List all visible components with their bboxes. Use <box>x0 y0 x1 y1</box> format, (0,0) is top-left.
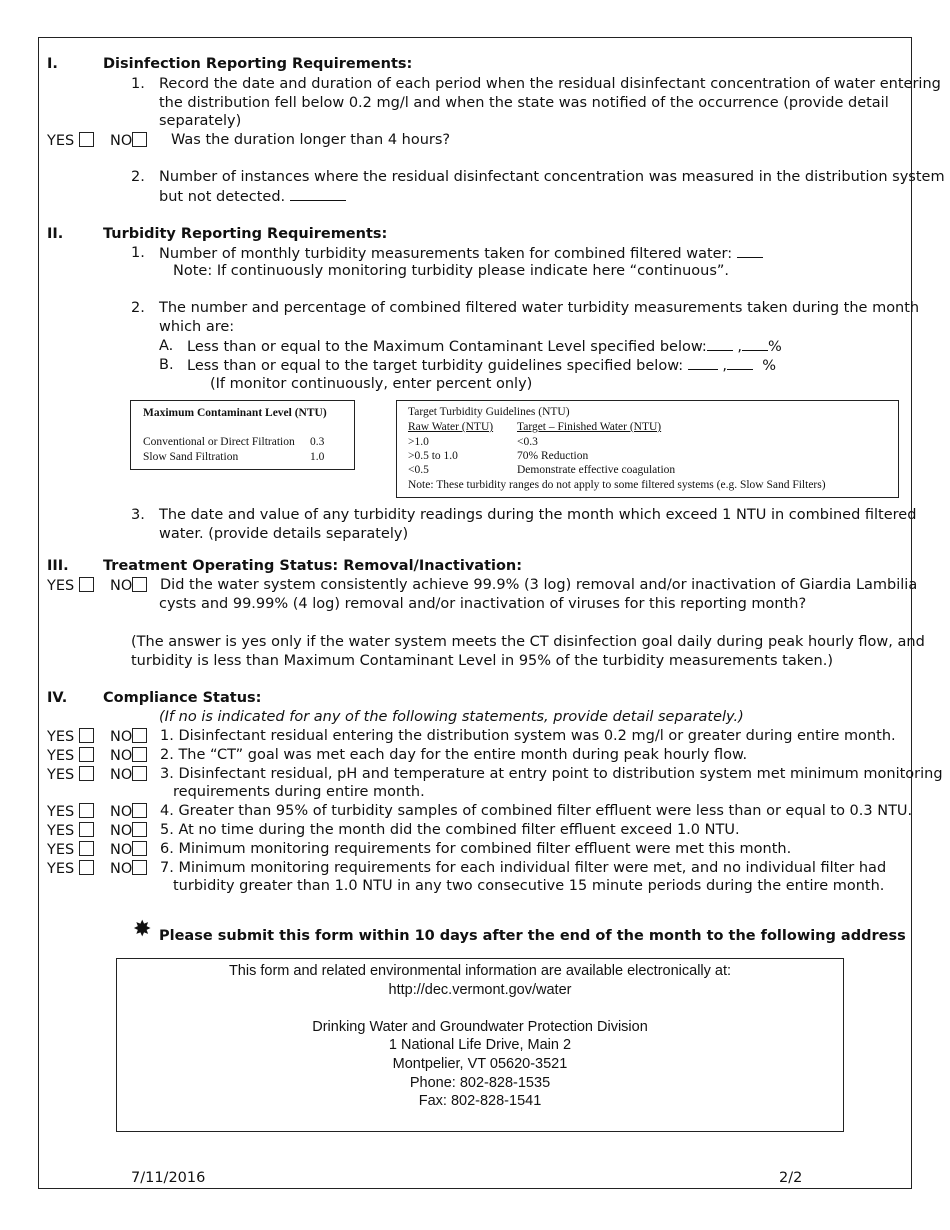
target-col-header: Target – Finished Water (NTU) <box>517 421 662 433</box>
yes-checkbox[interactable] <box>79 822 94 837</box>
yes-option <box>47 766 94 783</box>
yes-option <box>47 577 94 594</box>
yes-label: YES <box>47 748 75 764</box>
street-address: 1 National Life Drive, Main 2 <box>388 1037 572 1053</box>
no-checkbox[interactable] <box>132 822 147 837</box>
target-turbidity-table <box>396 400 899 498</box>
yes-checkbox[interactable] <box>79 766 94 781</box>
section-2-item-1-line <box>159 245 763 262</box>
section-2-title: Turbidity Reporting Requirements: <box>103 226 388 242</box>
yes-label: YES <box>47 133 75 149</box>
no-checkbox[interactable] <box>132 728 147 743</box>
no-label: NO <box>110 842 133 858</box>
yes-checkbox[interactable] <box>79 728 94 743</box>
comma: , <box>722 358 727 374</box>
section-2-item-2-number: 2. <box>131 300 145 316</box>
item-a-line <box>187 338 782 355</box>
yes-option <box>47 803 94 820</box>
yes-label: YES <box>47 578 75 594</box>
mcl-row-value: 1.0 <box>310 451 325 463</box>
no-option <box>110 841 147 858</box>
section-1-item-2-line: Number of instances where the residual disinfectant concentration was measured in the distribution system <box>159 169 945 185</box>
no-checkbox[interactable] <box>132 860 147 875</box>
comma: , <box>737 339 743 355</box>
no-label: NO <box>110 804 133 820</box>
section-1-item-1-line: separately) <box>159 113 242 129</box>
mcl-row-label: Conventional or Direct Filtration <box>143 436 295 448</box>
no-option <box>110 766 147 783</box>
target-row-target: Demonstrate effective coagulation <box>517 464 676 476</box>
section-1-item-1-line: the distribution fell below 0.2 mg/l and when the state was notified of the occurrence (provide detail <box>159 95 889 111</box>
section-4-instruction: (If no is indicated for any of the following statements, provide detail separately.) <box>159 709 744 725</box>
no-checkbox[interactable] <box>132 803 147 818</box>
mcl-count-blank[interactable] <box>707 338 733 351</box>
yes-checkbox[interactable] <box>79 747 94 762</box>
mcl-table-title: Maximum Contaminant Level (NTU) <box>143 407 327 419</box>
section-3-note-line: (The answer is yes only if the water system meets the CT disinfection goal daily during peak hourly flow, and <box>131 634 925 650</box>
section-2-item-3-number: 3. <box>131 507 145 523</box>
section-2-item-3-line: water. (provide details separately) <box>159 526 409 542</box>
yes-label: YES <box>47 729 75 745</box>
section-3-number: III. <box>47 558 69 574</box>
no-label: NO <box>110 823 133 839</box>
yes-option <box>47 860 94 877</box>
yes-label: YES <box>47 804 75 820</box>
section-1-number: I. <box>47 56 58 72</box>
compliance-statement: 5. At no time during the month did the combined filter effluent exceed 1.0 NTU. <box>160 822 740 838</box>
no-option <box>110 860 147 877</box>
section-2-item-2-line: which are: <box>159 319 235 335</box>
fax-number: Fax: 802-828-1541 <box>418 1093 542 1109</box>
compliance-statement: 2. The “CT” goal was met each day for the entire month during peak hourly flow. <box>160 747 748 763</box>
mcl-row-value: 0.3 <box>310 436 325 448</box>
yes-option <box>47 747 94 764</box>
section-1-item-1-number: 1. <box>131 76 145 92</box>
yes-option <box>47 728 94 745</box>
section-2-item-3-line: The date and value of any turbidity readings during the month which exceed 1 NTU in combined filtered <box>159 507 917 523</box>
mcl-row-label: Slow Sand Filtration <box>143 451 239 463</box>
target-col-header: Raw Water (NTU) <box>408 421 494 433</box>
target-table-note: Note: These turbidity ranges do not apply to some filtered systems (e.g. Slow Sand Filters) <box>408 479 826 491</box>
mcl-table <box>130 400 355 470</box>
measurements-blank[interactable] <box>737 245 763 258</box>
target-row-target: 70% Reduction <box>517 450 589 462</box>
website-link[interactable]: http://dec.vermont.gov/water <box>388 982 572 998</box>
target-row-raw: >0.5 to 1.0 <box>408 450 458 462</box>
mcl-percent-blank[interactable] <box>742 338 768 351</box>
compliance-statement: 1. Disinfectant residual entering the distribution system was 0.2 mg/l or greater during entire month. <box>160 728 896 744</box>
section-1-item-2-number: 2. <box>131 169 145 185</box>
section-3-note-line: turbidity is less than Maximum Contaminant Level in 95% of the turbidity measurements taken.) <box>131 653 833 669</box>
section-4-title: Compliance Status: <box>103 690 262 706</box>
item-a-label: A. <box>159 338 174 354</box>
percent-sign: % <box>768 339 782 355</box>
page-number: 2/2 <box>779 1170 803 1186</box>
yes-checkbox[interactable] <box>79 803 94 818</box>
division-name: Drinking Water and Groundwater Protection Division <box>312 1019 648 1035</box>
section-2-number: II. <box>47 226 64 242</box>
no-option <box>110 803 147 820</box>
target-count-blank[interactable] <box>688 357 718 370</box>
yes-label: YES <box>47 842 75 858</box>
yes-checkbox[interactable] <box>79 860 94 875</box>
no-option <box>110 577 147 594</box>
yes-checkbox[interactable] <box>79 577 94 592</box>
item-b-text: Less than or equal to the target turbidity guidelines specified below: <box>187 358 684 374</box>
phone-number: Phone: 802-828-1535 <box>409 1075 551 1091</box>
no-label: NO <box>110 748 133 764</box>
no-option <box>110 747 147 764</box>
yes-option <box>47 822 94 839</box>
target-table-title: Target Turbidity Guidelines (NTU) <box>408 406 570 418</box>
compliance-statement: 3. Disinfectant residual, pH and temperature at entry point to distribution system met minimum monitoring <box>160 766 943 782</box>
no-label: NO <box>110 729 133 745</box>
target-percent-blank[interactable] <box>727 357 753 370</box>
yes-checkbox[interactable] <box>79 841 94 856</box>
yes-label: YES <box>47 767 75 783</box>
target-row-target: <0.3 <box>517 436 538 448</box>
compliance-statement: 7. Minimum monitoring requirements for each individual filter were met, and no individual filter had <box>160 860 887 876</box>
address-box <box>116 958 844 1132</box>
item-a-text: Less than or equal to the Maximum Contaminant Level specified below: <box>187 339 707 355</box>
yes-label: YES <box>47 823 75 839</box>
section-2-item-1-number: 1. <box>131 245 145 261</box>
section-2-item-2-line: The number and percentage of combined filtered water turbidity measurements taken during the month <box>159 300 920 316</box>
no-label: NO <box>110 767 133 783</box>
compliance-statement: 4. Greater than 95% of turbidity samples of combined filter effluent were less than or equal to 0.3 NTU. <box>160 803 913 819</box>
section-4-number: IV. <box>47 690 68 706</box>
electronic-info-line: This form and related environmental information are available electronically at: <box>228 963 732 979</box>
yes-label: YES <box>47 861 75 877</box>
continuous-note: Note: If continuously monitoring turbidity please indicate here “continuous”. <box>173 263 730 279</box>
compliance-statement: 6. Minimum monitoring requirements for combined filter effluent were met this month. <box>160 841 792 857</box>
section-1-item-1-line: Record the date and duration of each period when the residual disinfectant concentration of water entering <box>159 76 941 92</box>
no-checkbox[interactable] <box>132 841 147 856</box>
no-option <box>110 728 147 745</box>
no-option <box>110 132 147 149</box>
no-label: NO <box>110 861 133 877</box>
section-1-item-2-line <box>159 188 346 205</box>
city-state-zip: Montpelier, VT 05620-3521 <box>392 1056 568 1072</box>
section-2-item-1-text: Number of monthly turbidity measurements taken for combined filtered water: <box>159 246 733 262</box>
target-row-raw: >1.0 <box>408 436 429 448</box>
submit-note: Please submit this form within 10 days after the end of the month to the following address <box>159 928 906 944</box>
item-b-line <box>187 357 776 374</box>
no-label: NO <box>110 133 133 149</box>
percent-sign: % <box>762 358 776 374</box>
no-checkbox[interactable] <box>132 577 147 592</box>
compliance-statement-continued: requirements during entire month. <box>173 784 425 800</box>
section-1-item-2-text: but not detected. <box>159 189 286 205</box>
section-1-question: Was the duration longer than 4 hours? <box>171 132 451 148</box>
section-3-title: Treatment Operating Status: Removal/Inactivation: <box>103 558 523 574</box>
target-row-raw: <0.5 <box>408 464 429 476</box>
section-3-question-line: Did the water system consistently achieve 99.9% (3 log) removal and/or inactivation of Giardia Lambilia <box>160 577 918 593</box>
item-b-label: B. <box>159 357 174 373</box>
no-checkbox[interactable] <box>132 132 147 147</box>
yes-option <box>47 132 94 149</box>
section-1-title: Disinfection Reporting Requirements: <box>103 56 413 72</box>
footer-date: 7/11/2016 <box>131 1170 206 1186</box>
monitor-note: (If monitor continuously, enter percent only) <box>210 376 533 392</box>
instances-blank[interactable] <box>290 188 346 201</box>
section-3-question-line: cysts and 99.99% (4 log) removal and/or inactivation of viruses for this reporting month? <box>159 596 807 612</box>
no-checkbox[interactable] <box>132 747 147 762</box>
no-label: NO <box>110 578 133 594</box>
no-checkbox[interactable] <box>132 766 147 781</box>
compliance-statement-continued: turbidity greater than 1.0 NTU in any two consecutive 15 minute periods during the entire month. <box>173 878 885 894</box>
yes-option <box>47 841 94 858</box>
starburst-icon: ✸ <box>133 917 152 942</box>
no-option <box>110 822 147 839</box>
yes-checkbox[interactable] <box>79 132 94 147</box>
